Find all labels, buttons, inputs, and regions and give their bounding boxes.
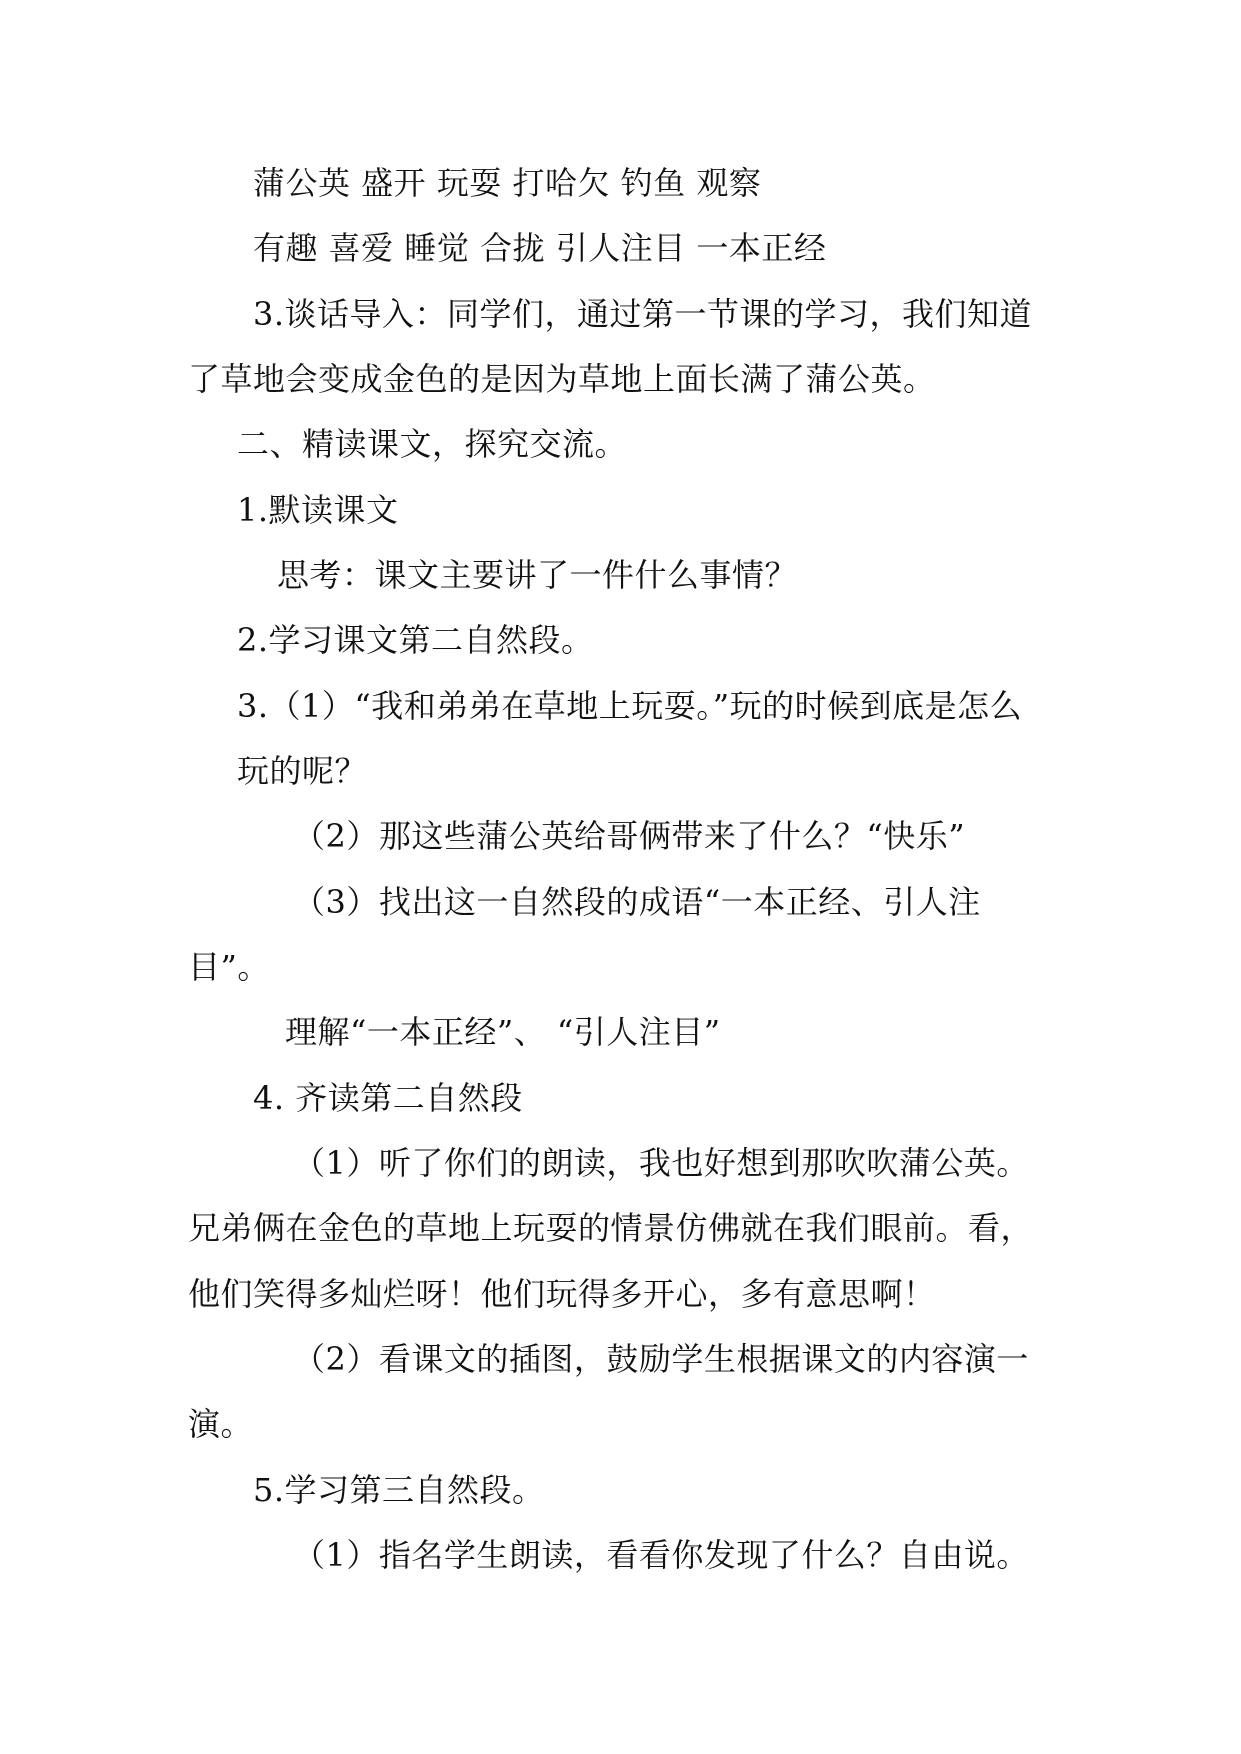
step-4: 4. 齐读第二自然段 [253,1079,523,1117]
step-4-sub-2-line-1: （2）看课文的插图，鼓励学生根据课文的内容演一 [293,1340,1029,1378]
step-4-sub-1-line-2: 兄弟俩在金色的草地上玩耍的情景仿佛就在我们眼前。看， [188,1209,1034,1247]
step-2: 2.学习课文第二自然段。 [237,621,594,659]
vocab-line-2: 有趣 喜爱 睡觉 合拢 引人注目 一本正经 [253,229,827,267]
step-3-sub-3-line-1: （3）找出这一自然段的成语“一本正经、引人注 [293,883,981,921]
understand-idioms: 理解“一本正经”、 “引人注目” [285,1013,721,1051]
step-4-sub-1-line-3: 他们笑得多灿烂呀！他们玩得多开心，多有意思啊！ [188,1275,936,1313]
section-heading: 二、精读课文，探究交流。 [237,425,628,463]
step-5: 5.学习第三自然段。 [253,1471,545,1509]
step-3-line-2: 玩的呢？ [237,752,368,790]
step-4-sub-2-line-2: 演。 [188,1405,254,1443]
step-4-sub-1-line-1: （1）听了你们的朗读，我也好想到那吹吹蒲公英。 [293,1144,1029,1182]
step-3-sub-3-line-2: 目”。 [188,948,270,986]
step-5-sub-1: （1）指名学生朗读，看看你发现了什么？自由说。 [293,1536,1029,1574]
step-1-question: 思考：课文主要讲了一件什么事情？ [277,556,798,594]
intro-step-line-2: 了草地会变成金色的是因为草地上面长满了蒲公英。 [188,360,936,398]
intro-step-line-1: 3.谈话导入：同学们，通过第一节课的学习，我们知道 [253,295,1033,333]
step-3-sub-2: （2）那这些蒲公英给哥俩带来了什么？“快乐” [293,817,966,855]
step-1: 1.默读课文 [237,491,399,529]
vocab-line-1: 蒲公英 盛开 玩耍 打哈欠 钓鱼 观察 [253,164,762,202]
step-3-line-1: 3.（1）“我和弟弟在草地上玩耍。”玩的时候到底是怎么 [237,687,1023,725]
